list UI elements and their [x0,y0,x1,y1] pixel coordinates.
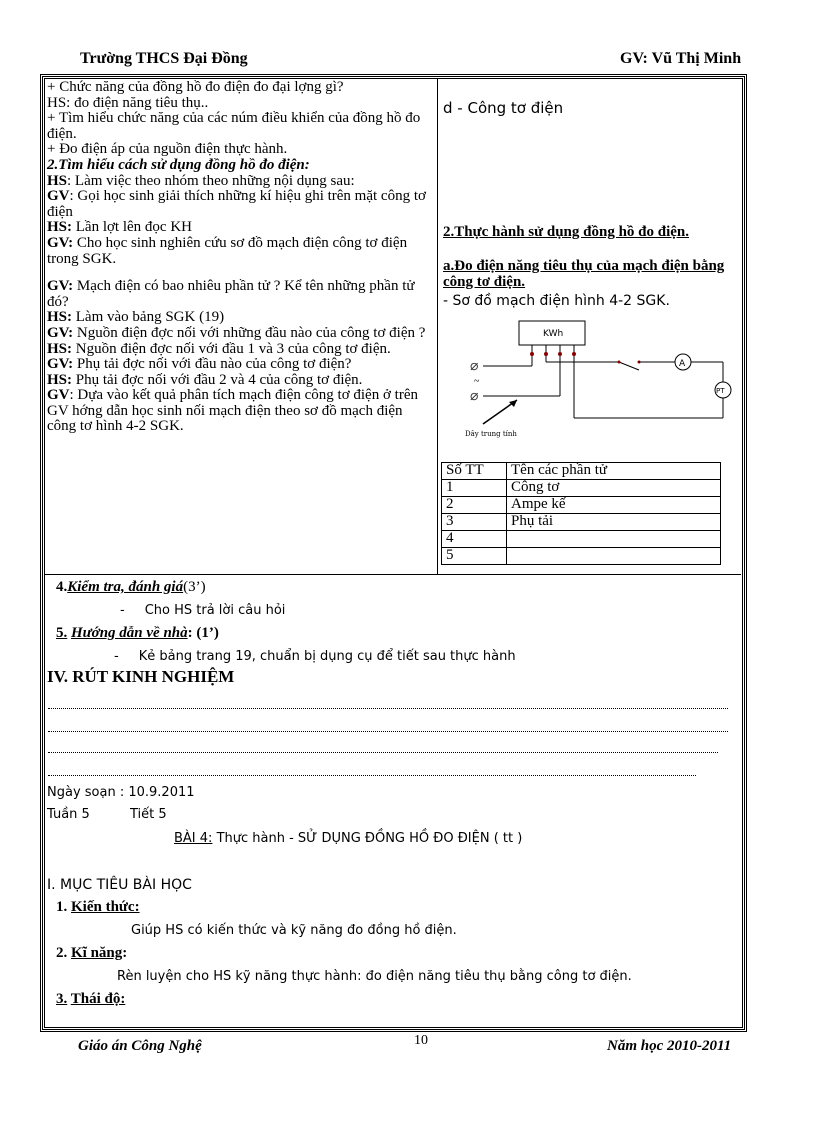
terminal-icon: ⌀ [470,359,479,374]
table-divider [437,78,438,574]
table-cell: Ampe kế [507,497,721,514]
components-table [441,462,721,565]
activity-line: HS: Làm việc theo nhóm theo những nội dụng sau: [47,172,355,189]
table-row [442,531,721,548]
activity-line: HS: Lần lợt lên đọc KH [47,219,193,236]
notes-line [48,752,718,753]
circuit-diagram [443,316,743,446]
kwh-label: KWh [543,329,564,339]
activity-line: + Đo điện áp của nguồn điện thực hành. [47,141,288,158]
practice-heading: 2.Thực hành sử dụng đồng hồ đo điện. [443,224,690,240]
table-cell: 1 [442,480,507,497]
table-cell [507,548,721,565]
activity-line: + Chức năng của đồng hồ đo điện đo đại lợng gì? [47,79,344,95]
ac-source-icon: ~ [474,376,480,387]
activity-line: 2.Tìm hiểu cách sử dụng đồng hồ đo điện: [47,156,310,173]
prep-date: Ngày soạn : 10.9.2011 [47,785,195,800]
notes-line [48,775,696,776]
lesson-title: BÀI 4: Thực hành - SỬ DỤNG ĐỒNG HỒ ĐO ĐIỆN ( tt ) [174,831,523,846]
table-row [442,548,721,565]
footer-school-year: Năm học 2010-2011 [607,1038,732,1054]
table-cell: Công tơ [507,480,721,497]
objective-2-text: Rèn luyện cho HS kỹ năng thực hành: đo điện năng tiêu thụ bằng công tơ điện. [117,969,632,984]
activity-line: HS: Nguồn điện đợc nối với đầu 1 và 3 của công tơ điện. [47,340,391,357]
activity-line: HS: Phụ tải đợc nối với đầu 2 và 4 của công tơ điện. [47,371,363,388]
footer-subject: Giáo án Công Nghệ [78,1038,202,1054]
objective-2-heading: 2. Kĩ năng: [56,945,128,961]
week: Tuần 5 [47,807,90,822]
activity-line: HS: Làm vào bảng SGK (19) [47,309,225,326]
objective-1-heading: 1. Kiến thức: [56,899,140,915]
notes-line [48,708,728,709]
table-header-cell: Số TT [442,463,507,480]
activity-line: GV: Nguồn điện đợc nối với những đầu nào của công tơ điện ? [47,324,426,341]
table-cell: 4 [442,531,507,548]
section-5-heading: 5. Hướng dẫn về nhà: (1’) [56,625,219,641]
activity-line: GV: Cho học sinh nghiên cứu sơ đồ mạch điện công tơ điện trong SGK. [47,234,408,267]
objective-3-heading: 3. Thái độ: [56,991,126,1007]
terminal-icon: ⌀ [470,389,479,404]
school-name: Trường THCS Đại Đồng [80,50,248,67]
period: Tiết 5 [130,807,167,822]
table-cell [507,531,721,548]
objectives-heading: I. MỤC TIÊU BÀI HỌC [47,877,192,893]
section-iv-heading: IV. RÚT KINH NGHIỆM [47,667,235,686]
svg-text:A: A [679,359,686,369]
table-row [442,497,721,514]
table-cell: 3 [442,514,507,531]
neutral-wire-label: Dây trung tính [465,430,517,438]
section-4-heading: 4.Kiểm tra, đánh giá(3’) [56,579,206,595]
table-row [442,480,721,497]
table-cell: Phụ tải [507,514,721,531]
table-cell: 5 [442,548,507,565]
practice-sub-a: a.Đo điện năng tiêu thụ của mạch điện bằng công tơ điện. [443,258,725,290]
activity-line: GV: Gọi học sinh giải thích những kí hiệu ghi trên mặt công tơ điện [47,188,426,220]
notes-line [48,731,728,732]
activity-line: GV: Mạch điện có bao nhiêu phần tử ? Kể tên những phần tử đó? [47,278,415,310]
activity-line: GV: Phụ tải đợc nối với đầu nào của công tơ điện? [47,356,352,373]
meter-item: d - Công tơ điện [443,99,564,117]
table-header-cell: Tên các phần tử [507,463,721,480]
teacher-name: GV: Vũ Thị Minh [620,50,742,67]
page-number: 10 [414,1033,428,1048]
activity-line: + Tìm hiểu chức năng của các núm điều khiển của đồng hồ đo điện. [47,110,421,142]
table-row [442,514,721,531]
section-5-item: - Kẻ bảng trang 19, chuẩn bị dụng cụ để tiết sau thực hành [114,649,516,664]
table-cell: 2 [442,497,507,514]
activity-line: GV: Dựa vào kết quả phân tích mạch điện công tơ điện ở trên GV hớng dẫn học sinh nối mạch điện theo sơ đồ mạch điện công tơ hình 4-2 SGK. [47,387,418,435]
activity-line: HS: đo điện năng tiêu thụ.. [47,94,209,111]
teacher-activities [47,80,433,435]
objective-1-text: Giúp HS có kiến thức và kỹ năng đo đồng hồ điện. [131,923,457,938]
svg-text:PT: PT [716,387,725,395]
section-4-item: - Cho HS trả lời câu hỏi [120,603,286,618]
diagram-reference: - Sơ đồ mạch điện hình 4-2 SGK. [443,293,670,309]
table-header-row [442,463,721,480]
